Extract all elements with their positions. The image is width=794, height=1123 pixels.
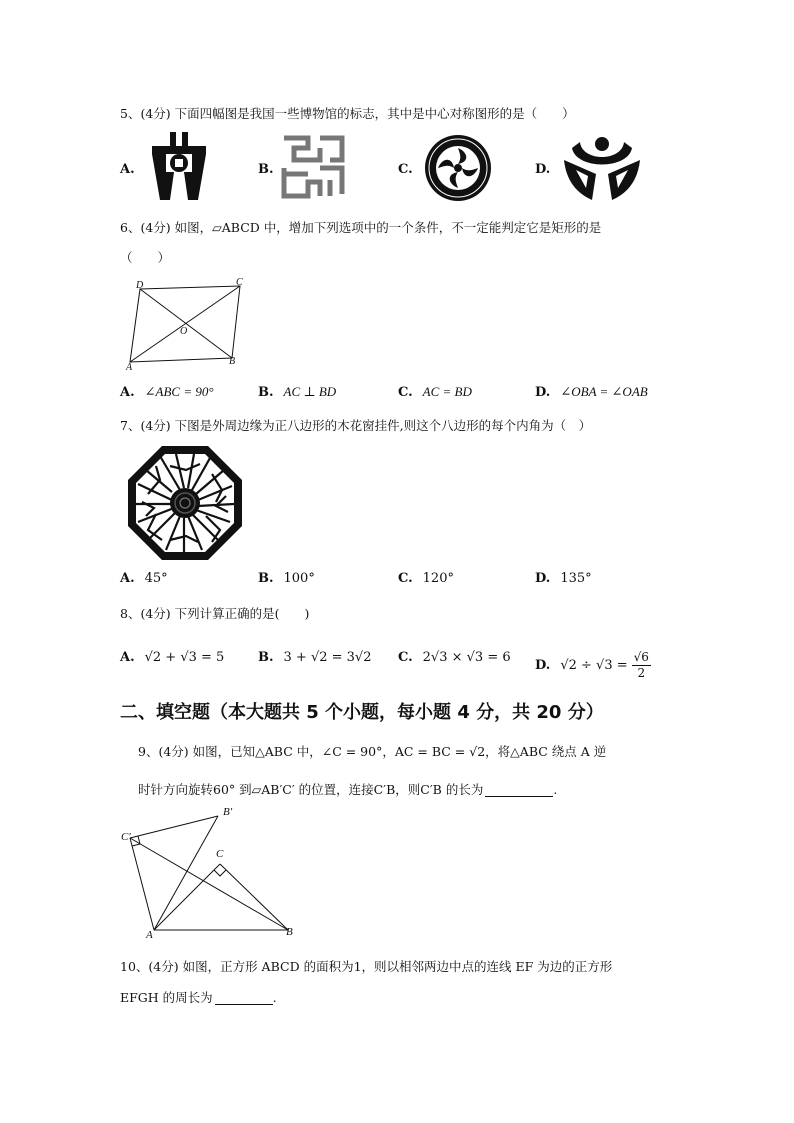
q6-option-a-text: ∠ABC = 90° xyxy=(144,384,214,399)
fig6-label-o: O xyxy=(180,326,188,337)
fig9-label-cprime: C′ xyxy=(121,831,131,843)
question-9-end: . xyxy=(553,781,558,797)
q8-option-c-label: C. xyxy=(398,650,413,665)
q10-answer-blank[interactable] xyxy=(215,990,273,1005)
question-9-line2: 时针方向旋转60° 到▱AB′C′ 的位置，连接C′B，则C′B 的长为 xyxy=(138,782,484,797)
question-10-end: . xyxy=(272,989,277,1005)
fig6-label-d: D xyxy=(136,280,144,291)
fig6-label-b: B xyxy=(229,356,236,367)
q5-option-d-label: D. xyxy=(535,162,551,177)
q7-option-c-label: C. xyxy=(398,571,413,586)
q8-option-b-text: 3 + √2 = 3√2 xyxy=(283,650,372,665)
q7-option-b-label: B. xyxy=(258,571,274,586)
museum-logo-d-icon xyxy=(562,134,642,202)
q5-option-c-label: C. xyxy=(398,162,413,177)
fig9-label-b: B xyxy=(286,926,293,938)
fraction-numerator: √6 xyxy=(633,650,649,664)
q8-option-a-text: √2 + √3 = 5 xyxy=(144,650,225,665)
museum-logo-a-icon xyxy=(148,132,210,202)
museum-logo-b-icon xyxy=(280,134,346,200)
fig9-label-a: A xyxy=(146,929,153,941)
q7-option-d-label: D. xyxy=(535,571,551,586)
q8-option-d-label: D. xyxy=(535,658,551,673)
q6-option-d-label: D. xyxy=(535,384,551,400)
question-9-line1: 9、(4分) 如图，已知△ABC 中，∠C = 90°，AC = BC = √2，将△ABC 绕点 A 逆 xyxy=(138,744,607,759)
q8-option-d-fraction xyxy=(632,650,651,681)
q9-answer-blank[interactable] xyxy=(485,782,553,797)
q6-option-b-text: AC ⊥ BD xyxy=(283,384,337,399)
fig9-label-bprime: B′ xyxy=(223,806,233,818)
q6-option-d-text: ∠OBA = ∠OAB xyxy=(560,384,648,399)
fig6-label-c: C xyxy=(236,277,243,288)
fraction-denominator: 2 xyxy=(637,666,646,680)
q6-option-c-label: C. xyxy=(398,384,413,400)
q7-option-d-text: 135° xyxy=(560,571,592,586)
q5-option-a-label: A. xyxy=(120,162,135,177)
q6-option-c-text: AC = BD xyxy=(422,384,472,399)
question-6-stem: 6、(4分) 如图，▱ABCD 中，增加下列选项中的一个条件，不一定能判定它是矩形的是 xyxy=(120,220,602,235)
question-10-line2: EFGH 的周长为 xyxy=(120,990,213,1005)
section-2-title: 二、填空题（本大题共 5 个小题，每小题 4 分，共 20 分） xyxy=(120,702,604,723)
museum-logo-c-icon xyxy=(424,134,492,202)
question-6-paren: （ ） xyxy=(120,250,171,265)
q7-option-c-text: 120° xyxy=(422,571,454,586)
q6-option-a-label: A. xyxy=(120,384,135,400)
q8-option-c-text: 2√3 × √3 = 6 xyxy=(422,650,511,665)
q7-option-b-text: 100° xyxy=(283,571,315,586)
q8-option-d-text: √2 ÷ √3 = xyxy=(560,658,628,673)
q7-option-a-label: A. xyxy=(120,571,135,586)
rotation-triangle-figure xyxy=(118,806,308,940)
octagon-window-icon xyxy=(126,444,244,562)
q5-option-b-label: B. xyxy=(258,162,274,177)
fig9-label-c: C xyxy=(216,848,224,860)
q8-option-a-label: A. xyxy=(120,650,135,665)
q6-option-b-label: B. xyxy=(258,384,274,400)
fig6-label-a: A xyxy=(126,362,133,373)
q7-option-a-text: 45° xyxy=(144,571,168,586)
question-10-line1: 10、(4分) 如图，正方形 ABCD 的面积为1，则以相邻两边中点的连线 EF 为边的正方形 xyxy=(120,959,613,974)
question-7-stem: 7、(4分) 下图是外周边缘为正八边形的木花窗挂件,则这个八边形的每个内角为（ ） xyxy=(120,418,592,433)
question-8-stem: 8、(4分) 下列计算正确的是( ) xyxy=(120,606,310,621)
q8-option-b-label: B. xyxy=(258,650,274,665)
question-5-stem: 5、(4分) 下面四幅图是我国一些博物馆的标志，其中是中心对称图形的是（ ） xyxy=(120,106,575,121)
